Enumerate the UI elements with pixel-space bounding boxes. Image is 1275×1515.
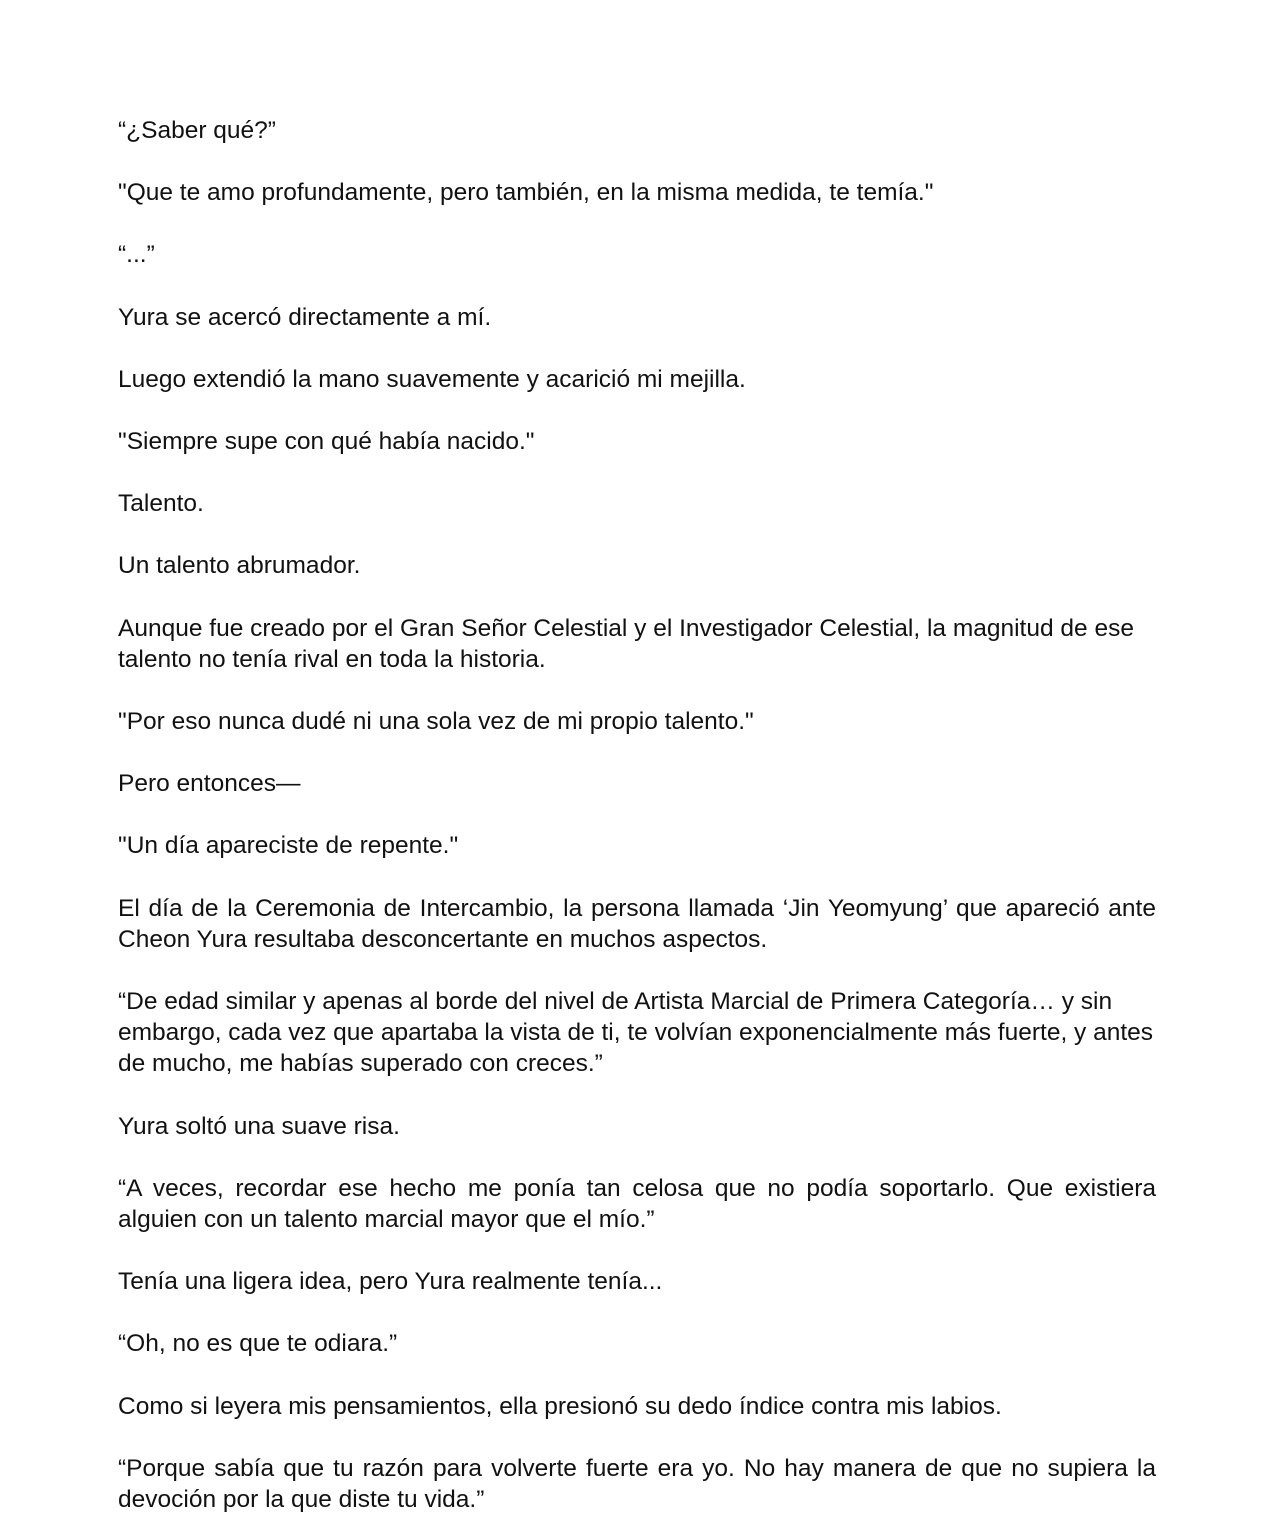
paragraph-20: “Porque sabía que tu razón para volverte fuerte era yo. No hay manera de que no supiera la devoción por la que diste tu vida.”	[118, 1454, 1156, 1514]
paragraph-8: Un talento abrumador.	[118, 552, 361, 580]
paragraph-17: Tenía una ligera idea, pero Yura realmente tenía...	[118, 1268, 663, 1296]
paragraph-2: "Que te amo profundamente, pero también, en la misma medida, te temía."	[118, 179, 934, 207]
paragraph-9: Aunque fue creado por el Gran Señor Celestial y el Investigador Celestial, la magnitud de ese talento no tenía rival en toda la historia.	[118, 614, 1134, 673]
paragraph-6: "Siempre supe con qué había nacido."	[118, 428, 535, 456]
paragraph-10: "Por eso nunca dudé ni una sola vez de mi propio talento."	[118, 708, 754, 736]
paragraph-12: "Un día apareciste de repente."	[118, 832, 459, 860]
paragraph-19: Como si leyera mis pensamientos, ella presionó su dedo índice contra mis labios.	[118, 1392, 1002, 1420]
paragraph-4: Yura se acercó directamente a mí.	[118, 303, 492, 331]
paragraph-16: “A veces, recordar ese hecho me ponía tan celosa que no podía soportarlo. Que existiera alguien con un talento marcial mayor que el mío.”	[118, 1174, 1156, 1234]
paragraph-3: “...”	[118, 241, 155, 269]
paragraph-18: “Oh, no es que te odiara.”	[118, 1330, 398, 1358]
paragraph-13: El día de la Ceremonia de Intercambio, la persona llamada ‘Jin Yeomyung’ que apareció ante Cheon Yura resultaba desconcertante en muchos aspectos.	[118, 894, 1156, 953]
paragraph-14: “De edad similar y apenas al borde del nivel de Artista Marcial de Primera Categoría… y sin embargo, cada vez que apartaba la vista de ti, te volvían exponencialmente más fuerte, y antes de mucho, me habías superado con creces.”	[118, 988, 1154, 1078]
paragraph-5: Luego extendió la mano suavemente y acarició mi mejilla.	[118, 365, 746, 393]
paragraph-15: Yura soltó una suave risa.	[118, 1112, 400, 1140]
paragraph-1: “¿Saber qué?”	[118, 117, 276, 144]
paragraph-11: Pero entonces—	[118, 770, 301, 798]
paragraph-7: Talento.	[118, 490, 204, 518]
document-body	[118, 115, 1156, 1515]
